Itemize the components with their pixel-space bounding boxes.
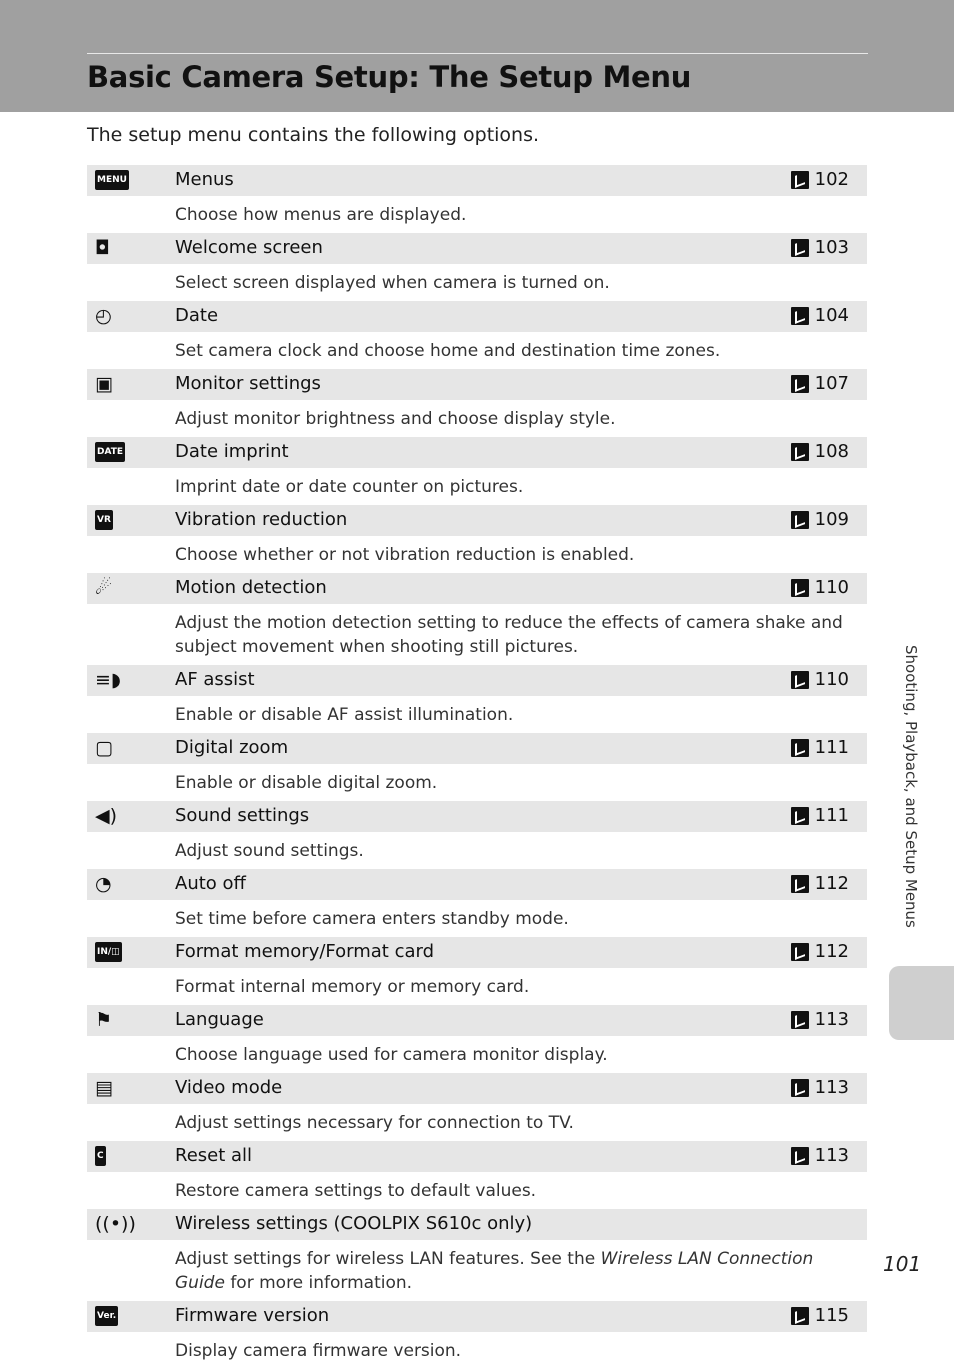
page-reference-icon [791, 443, 809, 461]
option-name: Menus [175, 169, 234, 190]
page-reference-number: 113 [814, 1009, 849, 1030]
page-reference-number: 111 [814, 805, 849, 826]
option-description: Adjust monitor brightness and choose display style. [175, 409, 616, 429]
option-name: Motion detection [175, 577, 327, 598]
page-title: Basic Camera Setup: The Setup Menu [87, 60, 692, 94]
option-description: Display camera firmware version. [175, 1341, 462, 1361]
page-reference-icon [791, 1079, 809, 1097]
option-description: Enable or disable digital zoom. [175, 773, 438, 793]
option-description: Adjust the motion detection setting to reduce the effects of camera shake and subject movement when shooting still pictures. [175, 613, 843, 657]
option-description: Select screen displayed when camera is turned on. [175, 273, 610, 293]
page-reference-number: 102 [814, 169, 849, 190]
setup-option [87, 1209, 867, 1301]
page-reference-number: 107 [814, 373, 849, 394]
page-reference-icon [791, 807, 809, 825]
page-reference-icon [791, 239, 809, 257]
page-reference [791, 1145, 849, 1166]
option-name: Sound settings [175, 805, 310, 826]
option-name: Auto off [175, 873, 246, 894]
option-name: Format memory/Format card [175, 941, 435, 962]
option-description: Set time before camera enters standby mode. [175, 909, 569, 929]
option-description: Imprint date or date counter on pictures. [175, 477, 524, 497]
page-reference-icon [791, 739, 809, 757]
option-name: Welcome screen [175, 237, 323, 258]
option-description: Enable or disable AF assist illumination. [175, 705, 514, 725]
page-reference [791, 305, 849, 326]
option-name: Firmware version [175, 1305, 330, 1326]
auto-off-icon: ◔ [95, 873, 112, 895]
option-row [87, 165, 867, 196]
option-description: Choose how menus are displayed. [175, 205, 467, 225]
page-reference [791, 577, 849, 598]
option-row [87, 665, 867, 696]
option-name: Digital zoom [175, 737, 289, 758]
page-reference-icon [791, 511, 809, 529]
setup-option [87, 437, 867, 505]
setup-option [87, 233, 867, 301]
option-row [87, 733, 867, 764]
setup-option [87, 573, 867, 665]
option-name: Reset all [175, 1145, 253, 1166]
video-mode-icon: ▤ [95, 1077, 113, 1099]
page-reference-icon [791, 171, 809, 189]
page-reference-number: 109 [814, 509, 849, 530]
page-reference [791, 805, 849, 826]
option-description: Set camera clock and choose home and destination time zones. [175, 341, 721, 361]
setup-option [87, 665, 867, 733]
setup-option [87, 869, 867, 937]
page-reference [791, 669, 849, 690]
option-row [87, 1005, 867, 1036]
page-reference-number: 110 [814, 577, 849, 598]
page-reference-icon [791, 579, 809, 597]
description-text: for more information. [224, 1273, 413, 1293]
setup-option [87, 505, 867, 573]
setup-option [87, 801, 867, 869]
option-name: Date imprint [175, 441, 289, 462]
page-reference-number: 108 [814, 441, 849, 462]
page-reference [791, 1009, 849, 1030]
page-reference [791, 169, 849, 190]
page-reference [791, 237, 849, 258]
option-description: Restore camera settings to default values. [175, 1181, 537, 1201]
date-imprint-icon: DATE [95, 441, 125, 463]
option-row [87, 233, 867, 264]
option-row [87, 1073, 867, 1104]
language-icon: ⚑ [95, 1009, 113, 1031]
firmware-version-icon: Ver. [95, 1305, 118, 1327]
option-row [87, 869, 867, 900]
guide-title: Wireless LAN Connection Guide [175, 1249, 814, 1293]
page-reference-number: 113 [814, 1077, 849, 1098]
page-reference-icon [791, 375, 809, 393]
option-row [87, 1301, 867, 1332]
option-name: Monitor settings [175, 373, 321, 394]
option-description: Format internal memory or memory card. [175, 977, 530, 997]
option-row [87, 573, 867, 604]
option-row [87, 505, 867, 536]
setup-option [87, 1301, 867, 1369]
option-row [87, 1141, 867, 1172]
page-reference [791, 1305, 849, 1326]
page-reference-number: 104 [814, 305, 849, 326]
format-memory-icon: IN/◫ [95, 941, 122, 963]
vibration-reduction-icon: VR [95, 509, 117, 531]
af-assist-icon: ≡◗ [95, 669, 121, 691]
header-band [0, 0, 954, 112]
option-name: Vibration reduction [175, 509, 348, 530]
page-reference-icon [791, 671, 809, 689]
setup-option [87, 1005, 867, 1073]
setup-option [87, 937, 867, 1005]
page-reference [791, 509, 849, 530]
digital-zoom-icon: ▢ [95, 737, 113, 759]
option-row [87, 801, 867, 832]
page-reference [791, 873, 849, 894]
page-reference [791, 373, 849, 394]
setup-option [87, 301, 867, 369]
option-description: Choose whether or not vibration reduction is enabled. [175, 545, 635, 565]
page-reference [791, 441, 849, 462]
page-reference-number: 110 [814, 669, 849, 690]
option-name: Date [175, 305, 219, 326]
page-reference-number: 111 [814, 737, 849, 758]
clock-icon: ◴ [95, 305, 112, 327]
description-text: Adjust settings for wireless LAN features. See the [175, 1249, 601, 1269]
option-name: Video mode [175, 1077, 283, 1098]
page-reference-icon [791, 943, 809, 961]
page-reference-number: 113 [814, 1145, 849, 1166]
page-reference [791, 941, 849, 962]
option-name: Wireless settings (COOLPIX S610c only) [175, 1213, 533, 1234]
page-reference-icon [791, 1011, 809, 1029]
page-reference [791, 1077, 849, 1098]
option-row [87, 369, 867, 400]
page-reference-icon [791, 307, 809, 325]
reset-icon: C [95, 1145, 117, 1167]
welcome-screen-icon: ◘ [95, 237, 111, 259]
section-side-label: Shooting, Playback, and Setup Menus [902, 645, 920, 928]
setup-options-table [87, 165, 867, 1369]
page-reference-icon [791, 1307, 809, 1325]
setup-option [87, 1073, 867, 1141]
page-reference-icon [791, 1147, 809, 1165]
option-row [87, 437, 867, 468]
page-reference-number: 112 [814, 941, 849, 962]
page-number: 101 [883, 1252, 922, 1276]
option-description: Adjust sound settings. [175, 841, 364, 861]
setup-option [87, 369, 867, 437]
wireless-icon: ((•)) [95, 1213, 136, 1235]
option-row [87, 937, 867, 968]
option-description [87, 1240, 867, 1301]
intro-text: The setup menu contains the following options. [87, 124, 540, 146]
header-rule [87, 53, 868, 54]
setup-option [87, 1141, 867, 1209]
page-reference [791, 737, 849, 758]
option-description: Adjust settings necessary for connection to TV. [175, 1113, 574, 1133]
option-name: AF assist [175, 669, 255, 690]
setup-option [87, 165, 867, 233]
setup-option [87, 733, 867, 801]
option-row [87, 301, 867, 332]
page-reference-number: 112 [814, 873, 849, 894]
page-reference-number: 115 [814, 1305, 849, 1326]
option-row [87, 1209, 867, 1240]
page-reference-number: 103 [814, 237, 849, 258]
motion-detection-icon: ☄ [95, 577, 113, 599]
section-tab [889, 966, 954, 1040]
sound-icon: ◀) [95, 805, 118, 827]
menus-icon: MENU [95, 169, 129, 191]
option-name: Language [175, 1009, 264, 1030]
option-description: Choose language used for camera monitor display. [175, 1045, 608, 1065]
page-reference-icon [791, 875, 809, 893]
monitor-icon: ▣ [95, 373, 113, 395]
